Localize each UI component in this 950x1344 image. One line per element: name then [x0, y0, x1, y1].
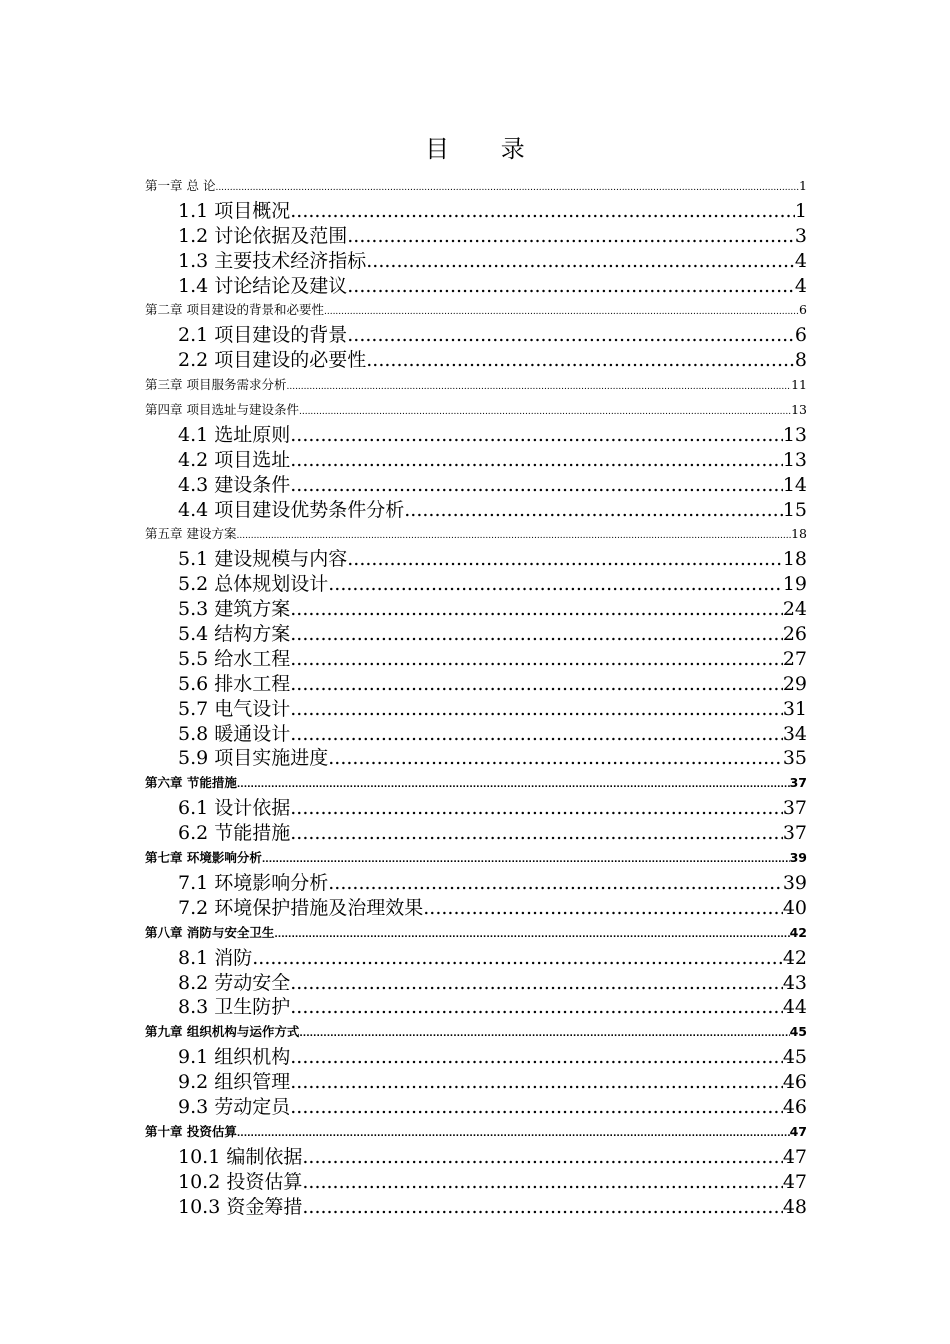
toc-leader-dots [290, 448, 783, 473]
toc-leader-dots [290, 796, 783, 821]
toc-entry-label: 5.1 建设规模与内容 [178, 548, 348, 571]
toc-page-number: 45 [789, 1024, 807, 1040]
toc-entry-label: 1.4 讨论结论及建议 [178, 274, 348, 297]
toc-page-number: 47 [789, 1123, 807, 1139]
toc-page-number: 6 [799, 302, 807, 318]
toc-page-number: 31 [782, 697, 807, 720]
toc-entry-label: 5.6 排水工程 [178, 672, 291, 695]
toc-page-number: 34 [782, 722, 807, 745]
toc-leader-dots [252, 946, 783, 971]
toc-chapter-entry[interactable] [145, 298, 807, 323]
toc-entry-label: 第九章 组织机构与运作方式 [145, 1024, 300, 1040]
toc-entry-label: 4.1 选址原则 [178, 423, 291, 446]
toc-page-number: 42 [789, 924, 807, 940]
toc-leader-dots [347, 547, 783, 572]
toc-section-entry[interactable] [145, 473, 807, 498]
toc-entry-label: 4.3 建设条件 [178, 473, 291, 496]
toc-entry-label: 7.2 环境保护措施及治理效果 [178, 896, 424, 919]
toc-leader-dots [302, 1170, 782, 1195]
page-title: 目 录 [425, 135, 547, 163]
toc-entry-label: 5.4 结构方案 [178, 623, 291, 646]
toc-leader-dots [274, 923, 789, 946]
toc-leader-dots [328, 746, 783, 771]
toc-leader-dots [290, 1070, 783, 1095]
toc-page-number: 27 [782, 647, 807, 670]
toc-section-entry[interactable] [145, 498, 807, 523]
toc-page-number: 18 [791, 526, 807, 542]
toc-page-number: 1 [794, 199, 807, 222]
toc-page-number: 45 [782, 1046, 807, 1069]
toc-page-number: 4 [794, 249, 807, 272]
toc-section-entry[interactable] [145, 1045, 807, 1070]
toc-section-entry[interactable] [145, 796, 807, 821]
toc-section-entry[interactable] [145, 1095, 807, 1120]
toc-leader-dots [236, 524, 791, 547]
table-of-contents [145, 174, 807, 1219]
toc-section-entry[interactable] [145, 647, 807, 672]
toc-section-entry[interactable] [145, 746, 807, 771]
toc-entry-label: 9.3 劳动定员 [178, 1095, 291, 1118]
toc-section-entry[interactable] [145, 622, 807, 647]
toc-leader-dots [290, 647, 783, 672]
toc-entry-label: 8.3 卫生防护 [178, 996, 291, 1019]
toc-page-number: 19 [782, 573, 807, 596]
toc-section-entry[interactable] [145, 672, 807, 697]
toc-leader-dots [347, 323, 795, 348]
toc-page-number: 4 [794, 274, 807, 297]
toc-page-number: 39 [789, 850, 807, 866]
toc-section-entry[interactable] [145, 1195, 807, 1220]
toc-section-entry[interactable] [145, 448, 807, 473]
toc-leader-dots [347, 274, 795, 299]
toc-section-entry[interactable] [145, 995, 807, 1020]
toc-entry-label: 第七章 环境影响分析 [145, 850, 262, 866]
toc-section-entry[interactable] [145, 971, 807, 996]
toc-leader-dots [423, 896, 783, 921]
toc-section-entry[interactable] [145, 323, 807, 348]
toc-page-number: 37 [789, 775, 807, 791]
toc-entry-label: 4.2 项目选址 [178, 448, 291, 471]
toc-section-entry[interactable] [145, 423, 807, 448]
toc-page-number: 14 [782, 473, 807, 496]
toc-entry-label: 第四章 项目选址与建设条件 [145, 402, 299, 418]
toc-page-number: 47 [782, 1170, 807, 1193]
toc-entry-label: 2.1 项目建设的背景 [178, 324, 348, 347]
toc-entry-label: 1.3 主要技术经济指标 [178, 249, 367, 272]
toc-entry-label: 第三章 项目服务需求分析 [145, 377, 287, 393]
toc-page-number: 24 [782, 598, 807, 621]
toc-leader-dots [290, 971, 783, 996]
toc-entry-label: 5.2 总体规划设计 [178, 573, 329, 596]
toc-entry-label: 10.1 编制依据 [178, 1145, 303, 1168]
toc-leader-dots [290, 1095, 783, 1120]
toc-leader-dots [290, 622, 783, 647]
toc-page-number: 18 [782, 548, 807, 571]
toc-page-number: 3 [794, 224, 807, 247]
toc-chapter-entry[interactable] [145, 921, 807, 946]
toc-leader-dots [290, 199, 795, 224]
toc-leader-dots [290, 995, 783, 1020]
toc-page-number: 11 [791, 377, 807, 393]
toc-chapter-entry[interactable] [145, 846, 807, 871]
toc-page-number: 46 [782, 1095, 807, 1118]
toc-section-entry[interactable] [145, 547, 807, 572]
toc-leader-dots [328, 572, 783, 597]
toc-page-number: 15 [782, 498, 807, 521]
toc-section-entry[interactable] [145, 274, 807, 299]
toc-entry-label: 第五章 建设方案 [145, 526, 237, 542]
toc-section-entry[interactable] [145, 946, 807, 971]
toc-entry-label: 5.9 项目实施进度 [178, 747, 329, 770]
toc-entry-label: 10.2 投资估算 [178, 1170, 303, 1193]
toc-page-number: 47 [782, 1145, 807, 1168]
toc-section-entry[interactable] [145, 697, 807, 722]
toc-page-number: 48 [782, 1195, 807, 1218]
toc-page-number: 37 [782, 797, 807, 820]
toc-section-entry[interactable] [145, 1070, 807, 1095]
toc-page-number: 46 [782, 1071, 807, 1094]
toc-page-number: 39 [782, 871, 807, 894]
toc-leader-dots [237, 773, 790, 796]
toc-entry-label: 1.1 项目概况 [178, 199, 291, 222]
toc-leader-dots [286, 375, 791, 398]
toc-entry-label: 第二章 项目建设的背景和必要性 [145, 302, 324, 318]
toc-chapter-entry[interactable] [145, 1120, 807, 1145]
toc-entry-label: 5.8 暖通设计 [178, 722, 291, 745]
toc-leader-dots [262, 848, 790, 871]
toc-page-number: 13 [782, 448, 807, 471]
toc-leader-dots [290, 697, 783, 722]
toc-page-number: 35 [782, 747, 807, 770]
toc-leader-dots [299, 1022, 789, 1045]
toc-page-number: 44 [782, 996, 807, 1019]
toc-leader-dots [290, 597, 783, 622]
toc-page-number: 43 [782, 971, 807, 994]
toc-chapter-entry[interactable] [145, 522, 807, 547]
toc-section-entry[interactable] [145, 597, 807, 622]
toc-entry-label: 第六章 节能措施 [145, 775, 237, 791]
toc-section-entry[interactable] [145, 871, 807, 896]
toc-entry-label: 6.1 设计依据 [178, 797, 291, 820]
toc-entry-label: 9.2 组织管理 [178, 1071, 291, 1094]
toc-chapter-entry[interactable] [145, 398, 807, 423]
toc-leader-dots [215, 176, 799, 199]
toc-entry-label: 第一章 总 论 [145, 178, 216, 193]
toc-entry-label: 1.2 讨论依据及范围 [178, 224, 348, 247]
toc-leader-dots [290, 821, 783, 846]
toc-page-number: 1 [799, 178, 807, 193]
toc-page-number: 13 [791, 402, 807, 418]
toc-leader-dots [237, 1122, 790, 1145]
toc-entry-label: 5.5 给水工程 [178, 647, 291, 670]
toc-chapter-entry[interactable] [145, 771, 807, 796]
toc-entry-label: 8.2 劳动安全 [178, 971, 291, 994]
toc-entry-label: 7.1 环境影响分析 [178, 871, 329, 894]
toc-section-entry[interactable] [145, 199, 807, 224]
toc-page-number: 37 [782, 822, 807, 845]
toc-entry-label: 9.1 组织机构 [178, 1046, 291, 1069]
toc-leader-dots [366, 348, 795, 373]
toc-page-number: 42 [782, 946, 807, 969]
toc-section-entry[interactable] [145, 572, 807, 597]
toc-page-number: 29 [782, 672, 807, 695]
toc-section-entry[interactable] [145, 1145, 807, 1170]
toc-entry-label: 5.3 建筑方案 [178, 598, 291, 621]
toc-section-entry[interactable] [145, 1170, 807, 1195]
toc-leader-dots [328, 871, 783, 896]
toc-leader-dots [347, 224, 795, 249]
toc-entry-label: 2.2 项目建设的必要性 [178, 349, 367, 372]
toc-entry-label: 第十章 投资估算 [145, 1123, 237, 1139]
toc-chapter-entry[interactable] [145, 373, 807, 398]
toc-entry-label: 10.3 资金筹措 [178, 1195, 303, 1218]
toc-leader-dots [324, 300, 799, 323]
toc-section-entry[interactable] [145, 224, 807, 249]
toc-leader-dots [290, 473, 783, 498]
toc-section-entry[interactable] [145, 896, 807, 921]
toc-section-entry[interactable] [145, 249, 807, 274]
toc-entry-label: 第八章 消防与安全卫生 [145, 924, 275, 940]
toc-leader-dots [299, 400, 791, 423]
toc-leader-dots [366, 249, 795, 274]
toc-section-entry[interactable] [145, 722, 807, 747]
toc-section-entry[interactable] [145, 821, 807, 846]
toc-leader-dots [302, 1145, 782, 1170]
toc-entry-label: 4.4 项目建设优势条件分析 [178, 498, 405, 521]
toc-page-number: 8 [794, 349, 807, 372]
toc-leader-dots [290, 423, 783, 448]
toc-leader-dots [302, 1195, 782, 1220]
toc-leader-dots [290, 722, 783, 747]
toc-page-number: 40 [782, 896, 807, 919]
toc-entry-label: 8.1 消防 [178, 946, 253, 969]
toc-leader-dots [404, 498, 783, 523]
toc-page-number: 26 [782, 623, 807, 646]
toc-chapter-entry[interactable] [145, 1020, 807, 1045]
toc-page-number: 6 [794, 324, 807, 347]
toc-entry-label: 6.2 节能措施 [178, 822, 291, 845]
toc-leader-dots [290, 672, 783, 697]
toc-leader-dots [290, 1045, 783, 1070]
toc-section-entry[interactable] [145, 348, 807, 373]
toc-page-number: 13 [782, 423, 807, 446]
toc-entry-label: 5.7 电气设计 [178, 697, 291, 720]
toc-chapter-entry[interactable] [145, 174, 807, 199]
